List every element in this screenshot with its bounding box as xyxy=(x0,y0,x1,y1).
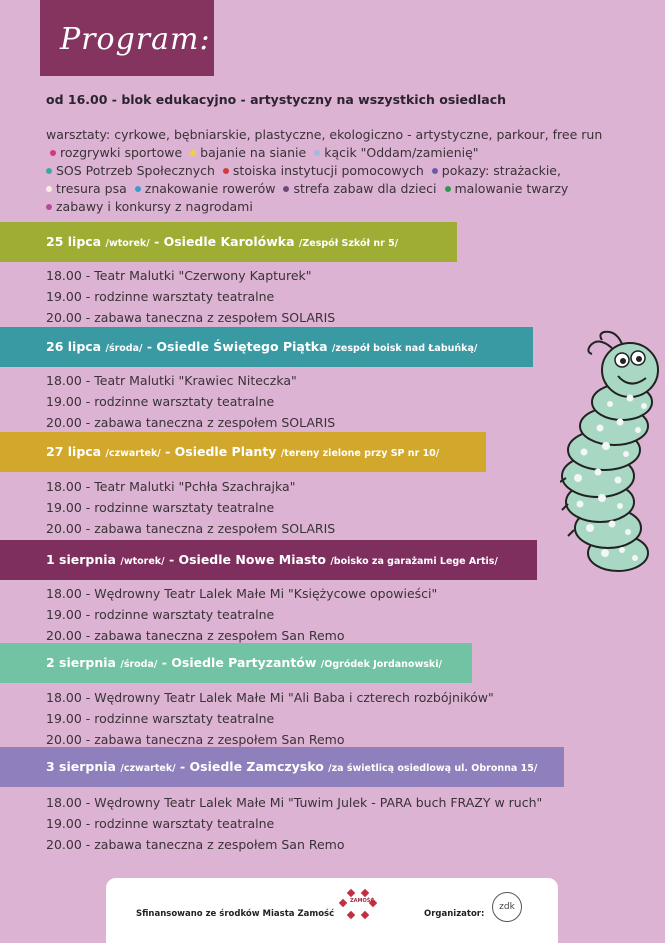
title-box xyxy=(40,0,214,76)
workshop-item: bajanie na sianie xyxy=(186,145,306,160)
event-schedule xyxy=(46,370,335,433)
event-date: 27 lipca xyxy=(46,444,102,459)
event-band xyxy=(0,327,533,367)
event-day: /czwartek/ xyxy=(120,763,176,774)
event-place: - Osiedle Nowe Miasto xyxy=(168,552,326,567)
bullet-dot-icon xyxy=(46,186,52,192)
workshop-item: zabawy i konkursy z nagrodami xyxy=(46,199,253,214)
event-band xyxy=(0,747,564,787)
schedule-line: 18.00 - Wędrowny Teatr Lalek Małe Mi "Księżycowe opowieści" xyxy=(46,586,438,601)
bullet-dot-icon xyxy=(314,150,320,156)
bullet-dot-icon xyxy=(46,168,52,174)
event-date: 2 sierpnia xyxy=(46,655,116,670)
bullet-dot-icon xyxy=(190,150,196,156)
event-venue: /Zespół Szkół nr 5/ xyxy=(298,238,399,249)
workshop-item: stoiska instytucji pomocowych xyxy=(219,163,424,178)
workshop-item: tresura psa xyxy=(46,181,127,196)
event-venue: /boisko za garażami Lege Artis/ xyxy=(330,556,498,567)
event-band xyxy=(0,643,472,683)
event-day: /wtorek/ xyxy=(120,556,165,567)
event-date: 1 sierpnia xyxy=(46,552,116,567)
bullet-dot-icon xyxy=(223,168,229,174)
event-venue: /Ogródek Jordanowski/ xyxy=(320,659,442,670)
bullet-dot-icon xyxy=(50,150,56,156)
workshop-item: warsztaty: cyrkowe, bębniarskie, plastyczne, ekologiczno - artystyczne, parkour, free run xyxy=(46,127,603,142)
event-day: /czwartek/ xyxy=(105,448,161,459)
event-schedule xyxy=(46,265,335,328)
schedule-line: 19.00 - rodzinne warsztaty teatralne xyxy=(46,289,275,304)
zamosc-logo-text: ZAMOŚĆ xyxy=(350,898,374,904)
event-schedule xyxy=(46,687,494,750)
event-venue: /za świetlicą osiedlową ul. Obronna 15/ xyxy=(328,763,538,774)
schedule-line: 19.00 - rodzinne warsztaty teatralne xyxy=(46,394,275,409)
event-date: 3 sierpnia xyxy=(46,759,116,774)
workshop-item: malowanie twarzy xyxy=(441,181,569,196)
intro-text: od 16.00 - blok edukacyjno - artystyczny na wszystkich osiedlach xyxy=(46,92,507,107)
funding-note: Sfinansowano ze środków Miasta Zamość xyxy=(136,909,335,919)
workshop-item: strefa zabaw dla dzieci xyxy=(279,181,436,196)
schedule-line: 18.00 - Teatr Malutki "Krawiec Niteczka" xyxy=(46,373,297,388)
schedule-line: 18.00 - Teatr Malutki "Pchła Szachrajka" xyxy=(46,479,296,494)
schedule-line: 19.00 - rodzinne warsztaty teatralne xyxy=(46,816,275,831)
event-day: /środa/ xyxy=(105,343,143,354)
organizer-label: Organizator: xyxy=(424,909,485,919)
event-place: - Osiedle Świętego Piątka xyxy=(146,339,328,354)
schedule-line: 20.00 - zabawa taneczna z zespołem SOLARIS xyxy=(46,415,336,430)
bullet-dot-icon xyxy=(445,186,451,192)
schedule-line: 20.00 - zabawa taneczna z zespołem SOLARIS xyxy=(46,310,336,325)
event-place: - Osiedle Karolówka xyxy=(154,234,295,249)
footer-sponsors xyxy=(106,878,558,943)
caterpillar-illustration xyxy=(560,328,665,578)
schedule-line: 20.00 - zabawa taneczna z zespołem San Remo xyxy=(46,628,345,643)
event-place: - Osiedle Planty xyxy=(165,444,277,459)
bullet-dot-icon xyxy=(135,186,141,192)
event-date: 25 lipca xyxy=(46,234,102,249)
schedule-line: 18.00 - Teatr Malutki "Czerwony Kapturek" xyxy=(46,268,312,283)
page-title: Program: xyxy=(60,22,211,57)
workshop-item: znakowanie rowerów xyxy=(131,181,276,196)
schedule-line: 19.00 - rodzinne warsztaty teatralne xyxy=(46,500,275,515)
event-day: /wtorek/ xyxy=(105,238,150,249)
schedule-line: 19.00 - rodzinne warsztaty teatralne xyxy=(46,607,275,622)
schedule-line: 19.00 - rodzinne warsztaty teatralne xyxy=(46,711,275,726)
event-venue: /tereny zielone przy SP nr 10/ xyxy=(280,448,440,459)
workshops-list xyxy=(46,126,606,216)
schedule-line: 20.00 - zabawa taneczna z zespołem San Remo xyxy=(46,732,345,747)
zamosc-logo-icon xyxy=(334,886,384,926)
workshop-item: rozgrywki sportowe xyxy=(46,145,182,160)
schedule-line: 20.00 - zabawa taneczna z zespołem SOLARIS xyxy=(46,521,336,536)
event-day: /środa/ xyxy=(120,659,158,670)
bullet-dot-icon xyxy=(46,204,52,210)
workshop-item: pokazy: strażackie, xyxy=(428,163,561,178)
bullet-dot-icon xyxy=(432,168,438,174)
event-venue: /zespół boisk nad Łabuńką/ xyxy=(331,343,478,354)
event-band xyxy=(0,432,486,472)
event-date: 26 lipca xyxy=(46,339,102,354)
bullet-dot-icon xyxy=(283,186,289,192)
event-schedule xyxy=(46,792,542,855)
workshop-item: kącik "Oddam/zamienię" xyxy=(310,145,478,160)
event-schedule xyxy=(46,583,437,646)
event-schedule xyxy=(46,476,335,539)
schedule-line: 18.00 - Wędrowny Teatr Lalek Małe Mi "Ali Baba i czterech rozbójników" xyxy=(46,690,494,705)
event-place: - Osiedle Zamczysko xyxy=(179,759,324,774)
event-band xyxy=(0,222,457,262)
event-band xyxy=(0,540,537,580)
zdk-logo: zdk xyxy=(492,892,522,922)
schedule-line: 20.00 - zabawa taneczna z zespołem San Remo xyxy=(46,837,345,852)
event-place: - Osiedle Partyzantów xyxy=(161,655,317,670)
schedule-line: 18.00 - Wędrowny Teatr Lalek Małe Mi "Tuwim Julek - PARA buch FRAZY w ruch" xyxy=(46,795,543,810)
workshop-item: SOS Potrzeb Społecznych xyxy=(46,163,215,178)
